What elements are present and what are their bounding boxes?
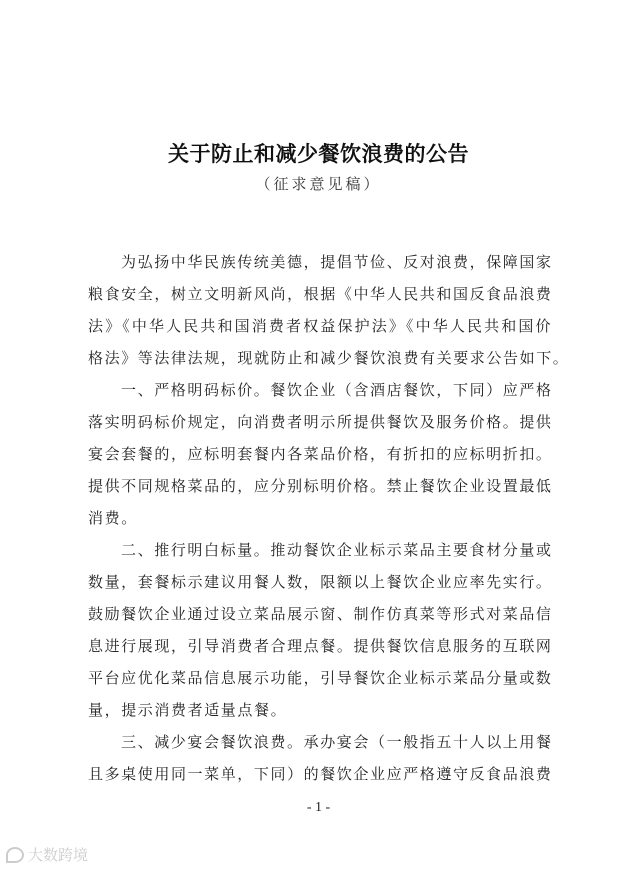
paragraph-line-container xyxy=(88,377,554,409)
paragraph-line: 宴会套餐的，应标明套餐内各菜品价格，有折扣的应标明折扣。 xyxy=(88,445,553,463)
paragraph-line: 量，提示消费者适量点餐。 xyxy=(88,701,288,719)
paragraph-line-container xyxy=(88,761,554,793)
paragraph xyxy=(88,537,554,729)
paragraph-line-container xyxy=(88,633,554,665)
paragraph-line-container xyxy=(88,409,554,441)
paragraph-line-container xyxy=(88,569,554,601)
paragraph-line: 提供不同规格菜品的，应分别标明价格。禁止餐饮企业设置最低 xyxy=(88,477,553,495)
paragraph-line: 格法》等法律法规，现就防止和减少餐饮浪费有关要求公告如下。 xyxy=(88,349,570,367)
paragraph-line: 为弘扬中华民族传统美德，提倡节俭、反对浪费，保障国家 xyxy=(121,253,553,271)
paragraph-line: 数量，套餐标示建议用餐人数，限额以上餐饮企业应率先实行。 xyxy=(88,573,553,591)
paragraph-line: 落实明码标价规定，向消费者明示所提供餐饮及服务价格。提供 xyxy=(88,413,553,431)
paragraph-line: 一、严格明码标价。餐饮企业（含酒店餐饮，下同）应严格 xyxy=(121,381,553,399)
paragraph-line-container xyxy=(88,697,554,729)
document-subtitle: （征求意见稿） xyxy=(255,175,382,193)
paragraph-line-container xyxy=(88,505,554,537)
paragraph xyxy=(88,377,554,537)
watermark-text: 大数跨境 xyxy=(28,846,89,864)
paragraph-line-container xyxy=(88,473,554,505)
paragraph-line: 鼓励餐饮企业通过设立菜品展示窗、制作仿真菜等形式对菜品信 xyxy=(88,605,553,623)
paragraph-line: 平台应优化菜品信息展示功能，引导餐饮企业标示菜品分量或数 xyxy=(88,669,553,687)
document-title: 关于防止和减少餐饮浪费的公告 xyxy=(168,141,469,166)
paragraph-line-container xyxy=(88,313,554,345)
paragraph-line: 息进行展现，引导消费者合理点餐。提供餐饮信息服务的互联网 xyxy=(88,637,553,655)
watermark xyxy=(6,844,88,865)
paragraph-line-container xyxy=(88,345,570,377)
paragraph-line: 二、推行明白标量。推动餐饮企业标示菜品主要食材分量或 xyxy=(121,541,553,559)
document-body xyxy=(88,249,570,793)
paragraph-line-container xyxy=(88,729,554,761)
paragraph-line-container xyxy=(88,441,554,473)
page-number: - 1 - xyxy=(306,800,331,815)
paragraph-line-container xyxy=(88,537,554,569)
paragraph xyxy=(88,729,554,793)
paragraph-line-container xyxy=(88,249,554,281)
paragraph-line-container xyxy=(88,665,554,697)
paragraph-line-container xyxy=(88,281,554,313)
paragraph-line: 消费。 xyxy=(88,509,138,527)
paragraph-line: 法》《中华人民共和国消费者权益保护法》《中华人民共和国价 xyxy=(88,317,553,335)
watermark-logo-icon xyxy=(6,847,24,863)
paragraph-line: 且多桌使用同一菜单，下同）的餐饮企业应严格遵守反食品浪费 xyxy=(88,765,553,783)
paragraph xyxy=(88,249,570,377)
paragraph-line: 粮食安全，树立文明新风尚，根据《中华人民共和国反食品浪费 xyxy=(88,285,553,303)
paragraph-line: 三、减少宴会餐饮浪费。承办宴会（一般指五十人以上用餐 xyxy=(121,733,553,751)
paragraph-line-container xyxy=(88,601,554,633)
